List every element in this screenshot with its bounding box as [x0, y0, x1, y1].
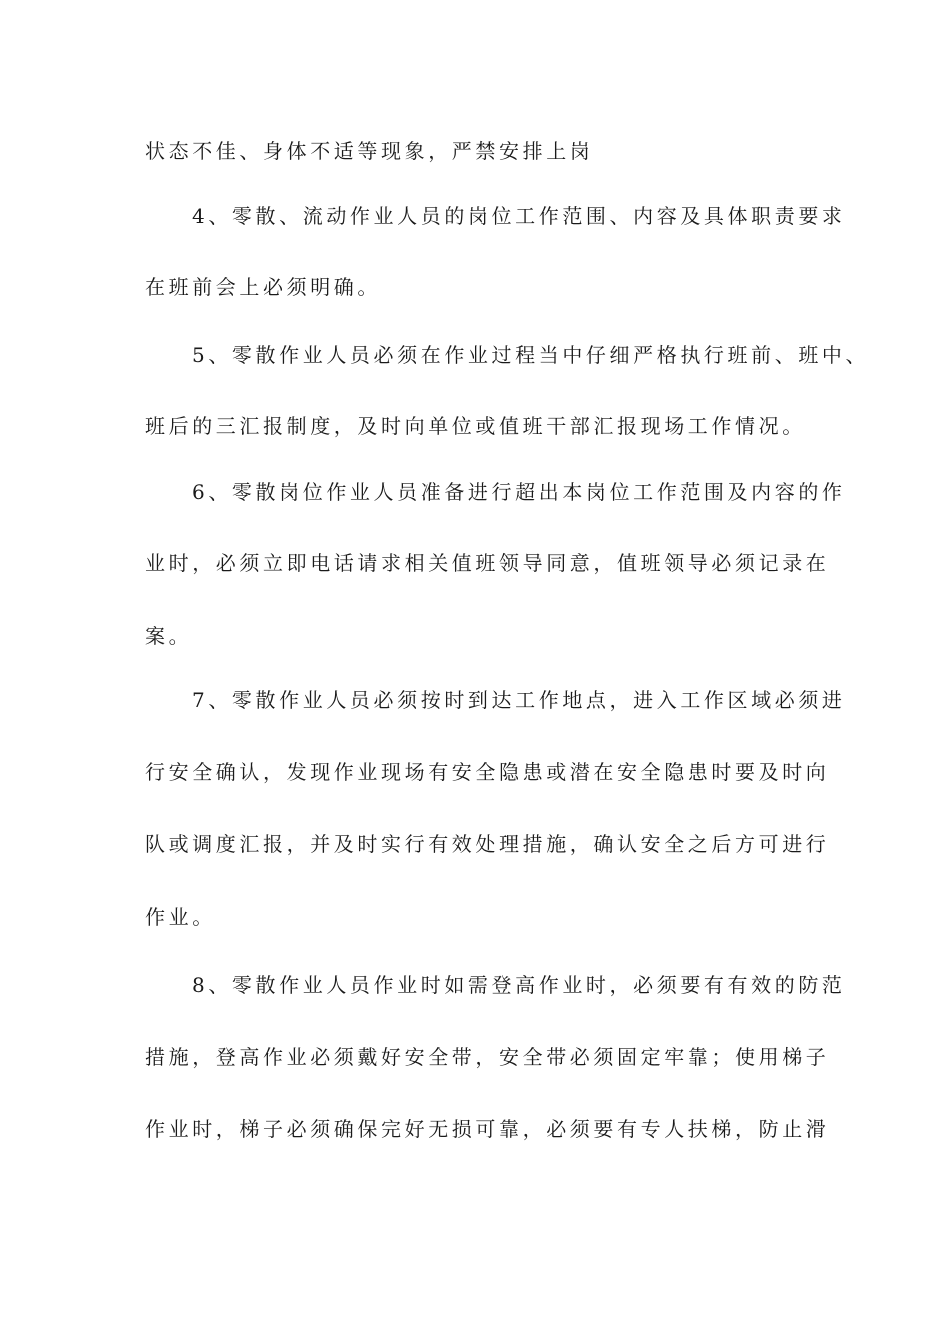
paragraph-line: 作业。: [145, 905, 216, 929]
paragraph-line: 措施，登高作业必须戴好安全带，安全带必须固定牢靠；使用梯子: [145, 1045, 830, 1069]
paragraph-line: 班后的三汇报制度，及时向单位或值班干部汇报现场工作情况。: [145, 414, 806, 438]
paragraph-line: 作业时，梯子必须确保完好无损可靠，必须要有专人扶梯，防止滑: [145, 1117, 830, 1141]
paragraph-line: 5、零散作业人员必须在作业过程当中仔细严格执行班前、班中、: [192, 343, 870, 367]
paragraph-line: 状态不佳、身体不适等现象，严禁安排上岗: [145, 139, 594, 163]
paragraph-line: 案。: [145, 624, 193, 648]
paragraph-line: 6、零散岗位作业人员准备进行超出本岗位工作范围及内容的作: [192, 480, 846, 504]
paragraph-line: 行安全确认，发现作业现场有安全隐患或潜在安全隐患时要及时向: [145, 760, 830, 784]
paragraph-line: 业时，必须立即电话请求相关值班领导同意，值班领导必须记录在: [145, 551, 830, 575]
paragraph-line: 队或调度汇报，并及时实行有效处理措施，确认安全之后方可进行: [145, 832, 830, 856]
paragraph-line: 4、零散、流动作业人员的岗位工作范围、内容及具体职责要求: [192, 204, 846, 228]
paragraph-line: 在班前会上必须明确。: [145, 275, 381, 299]
paragraph-line: 8、零散作业人员作业时如需登高作业时，必须要有有效的防范: [192, 973, 846, 997]
paragraph-line: 7、零散作业人员必须按时到达工作地点，进入工作区域必须进: [192, 688, 846, 712]
